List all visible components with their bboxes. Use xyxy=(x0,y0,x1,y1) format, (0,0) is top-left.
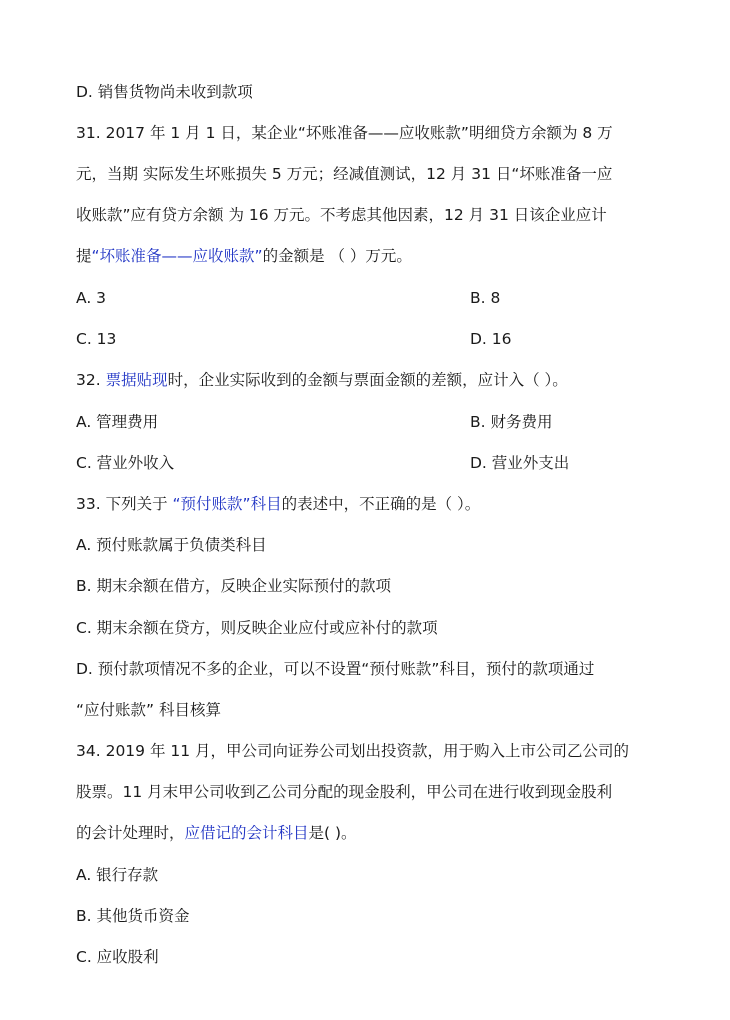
q34-stem-line2: 股票。11 月末甲公司收到乙公司分配的现金股利，甲公司在进行收到现金股利 xyxy=(76,783,613,801)
q32-option-c: C. 营业外收入 xyxy=(76,454,175,472)
q31-option-a: A. 3 xyxy=(76,289,107,307)
q30-option-d: D. 销售货物尚未收到款项 xyxy=(76,83,253,101)
q33-option-b: B. 期末余额在借方，反映企业实际预付的款项 xyxy=(76,577,391,595)
q34-stem-line3-prefix: 的会计处理时， xyxy=(76,824,185,842)
q32-option-d: D. 营业外支出 xyxy=(470,454,570,472)
q33-stem xyxy=(76,494,480,514)
q34-highlight-link[interactable]: 应借记的会计科目 xyxy=(184,824,309,842)
q32-stem-suffix: 时，企业实际收到的金额与票面金额的差额，应计入（ ）。 xyxy=(167,371,568,389)
q32-stem xyxy=(76,370,568,390)
q33-stem-suffix: 的表述中，不正确的是（ ）。 xyxy=(281,495,481,513)
q33-option-c: C. 期末余额在贷方，则反映企业应付或应补付的款项 xyxy=(76,619,438,637)
q34-option-a: A. 银行存款 xyxy=(76,866,159,884)
q31-stem-line2: 元，当期 实际发生坏账损失 5 万元；经减值测试，12 月 31 日“坏账准备一应 xyxy=(76,165,613,183)
q32-option-a: A. 管理费用 xyxy=(76,413,159,431)
q31-highlight-link[interactable]: “坏账准备——应收账款” xyxy=(91,247,263,265)
q32-stem-prefix: 32. xyxy=(76,371,106,389)
q31-stem-line4 xyxy=(76,246,412,266)
q33-option-a: A. 预付账款属于负债类科目 xyxy=(76,536,267,554)
q34-option-c: C. 应收股利 xyxy=(76,948,159,966)
q31-stem-line3: 收账款”应有贷方余额 为 16 万元。不考虑其他因素，12 月 31 日该企业应计 xyxy=(76,206,607,224)
q33-option-d-line1: D. 预付款项情况不多的企业，可以不设置“预付账款”科目，预付的款项通过 xyxy=(76,660,595,678)
q31-option-d: D. 16 xyxy=(470,330,512,348)
q32-option-b: B. 财务费用 xyxy=(470,413,553,431)
q34-stem-line3-suffix: 是( )。 xyxy=(308,824,357,842)
q33-stem-prefix: 33. 下列关于 xyxy=(76,495,173,513)
q31-stem-line4-prefix: 提 xyxy=(76,247,92,265)
q33-option-d-line2: “应付账款” 科目核算 xyxy=(76,701,221,719)
q33-highlight-link[interactable]: “预付账款”科目 xyxy=(172,495,282,513)
q34-option-b: B. 其他货币资金 xyxy=(76,907,190,925)
q31-stem-line4-suffix: 的金额是 （ ）万元。 xyxy=(262,247,412,265)
q31-stem-line1: 31. 2017 年 1 月 1 日，某企业“坏账准备——应收账款”明细贷方余额为 8 万 xyxy=(76,124,613,142)
q31-option-c: C. 13 xyxy=(76,330,117,348)
q34-stem-line1: 34. 2019 年 11 月，甲公司向证券公司划出投资款，用于购入上市公司乙公司的 xyxy=(76,742,630,760)
q34-stem-line3 xyxy=(76,823,357,843)
q32-highlight-link[interactable]: 票据贴现 xyxy=(105,371,168,389)
q31-option-b: B. 8 xyxy=(470,289,501,307)
